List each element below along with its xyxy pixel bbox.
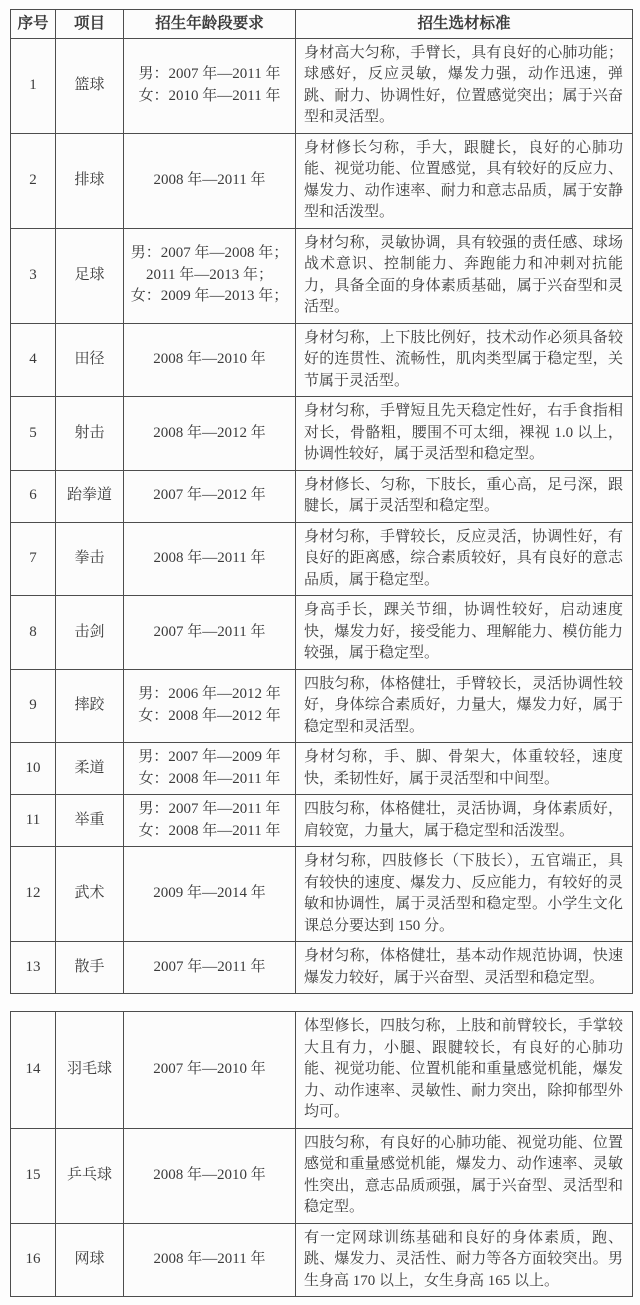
age-line: 2007 年—2011 年 — [153, 958, 266, 975]
selection-criteria-cell: 身材匀称，手臂较长，反应灵活，协调性好，有良好的距离感，综合素质较好，具有良好的意志品质，属于稳定型。 — [296, 522, 633, 596]
sport-name-cell: 网球 — [56, 1223, 124, 1297]
row-number-cell: 11 — [11, 795, 56, 847]
age-line: 女：2008 年—2011 年 — [138, 770, 281, 787]
sport-name-cell: 篮球 — [56, 38, 124, 133]
table-row — [11, 795, 633, 847]
sport-name-cell: 射击 — [56, 397, 124, 471]
header-cell-age: 招生年龄段要求 — [124, 10, 296, 39]
table-row — [11, 522, 633, 596]
selection-criteria-cell: 身高手长，踝关节细，协调性较好，启动速度快，爆发力好，接受能力、理解能力、模仿能力较强，属于稳定型。 — [296, 596, 633, 670]
table-row — [11, 133, 633, 228]
table-row — [11, 228, 633, 323]
age-requirement-cell — [124, 847, 296, 942]
table-row — [11, 942, 633, 994]
enrollment-table-block-1 — [10, 9, 633, 994]
age-requirement-cell — [124, 470, 296, 522]
sport-name-cell: 击剑 — [56, 596, 124, 670]
row-number-cell: 1 — [11, 38, 56, 133]
header-cell-sport: 项目 — [56, 10, 124, 39]
age-line: 男：2007 年—2008 年； — [130, 245, 289, 262]
row-number-cell: 6 — [11, 470, 56, 522]
sport-name-cell: 羽毛球 — [56, 1012, 124, 1129]
age-requirement-cell — [124, 133, 296, 228]
row-number-cell: 5 — [11, 397, 56, 471]
selection-criteria-cell: 身材匀称，手、脚、骨架大，体重较轻，速度快，柔韧性好，属于灵活型和中间型。 — [296, 743, 633, 795]
age-line: 女：2010 年—2011 年 — [138, 87, 281, 104]
age-requirement-cell — [124, 795, 296, 847]
sport-name-cell: 田径 — [56, 323, 124, 397]
table-row — [11, 596, 633, 670]
table-body-block-1 — [11, 38, 633, 994]
age-line: 2007 年—2011 年 — [153, 623, 266, 640]
age-line: 2009 年—2014 年 — [153, 885, 266, 902]
enrollment-table-block-2 — [10, 1011, 633, 1297]
header-cell-number: 序号 — [11, 10, 56, 39]
selection-criteria-cell: 有一定网球训练基础和良好的身体素质，跑、跳、爆发力、灵活性、耐力等各方面较突出。男生身高 170 以上，女生身高 165 以上。 — [296, 1223, 633, 1297]
age-line: 2008 年—2011 年 — [153, 1251, 266, 1267]
row-number-cell: 3 — [11, 228, 56, 323]
selection-criteria-cell: 四肢匀称，体格健壮，手臂较长，灵活协调性较好，身体综合素质好，力量大，爆发力好，属于稳定型和灵活型。 — [296, 669, 633, 743]
selection-criteria-cell: 身材高大匀称，手臂长，具有良好的心肺功能；球感好，反应灵敏，爆发力强，动作迅速，弹跳、耐力、协调性好，位置感觉突出；属于兴奋型和灵活型。 — [296, 38, 633, 133]
age-requirement-cell — [124, 228, 296, 323]
selection-criteria-cell: 体型修长，四肢匀称，上肢和前臂较长，手掌较大且有力，小腿、跟腱较长，有良好的心肺功能、视觉功能、位置机能和重量感觉机能，爆发力、动作速率、灵敏性、耐力突出，除抑郁型外均可。 — [296, 1012, 633, 1129]
sport-name-cell: 拳击 — [56, 522, 124, 596]
age-requirement-cell — [124, 522, 296, 596]
age-requirement-cell — [124, 942, 296, 994]
table-block-gap — [10, 994, 632, 1011]
age-requirement-cell — [124, 596, 296, 670]
sport-name-cell: 武术 — [56, 847, 124, 942]
row-number-cell: 14 — [11, 1012, 56, 1129]
row-number-cell: 8 — [11, 596, 56, 670]
table-row — [11, 1012, 633, 1129]
table-row — [11, 38, 633, 133]
age-requirement-cell — [124, 397, 296, 471]
table-row — [11, 397, 633, 471]
age-line: 2011 年—2013 年； — [146, 266, 273, 283]
selection-criteria-cell: 身材匀称，灵敏协调，具有较强的责任感、球场战术意识、控制能力、奔跑能力和冲刺对抗能力，具备全面的身体素质基础，属于兴奋型和灵活型。 — [296, 228, 633, 323]
header-row — [11, 10, 633, 39]
selection-criteria-cell: 身材匀称，手臂短且先天稳定性好，右手食指相对长，骨骼粗，腰围不可太细，裸视 1.0 以上，协调性较好，属于灵活型和稳定型。 — [296, 397, 633, 471]
age-requirement-cell — [124, 38, 296, 133]
age-line: 2008 年—2010 年 — [153, 1166, 266, 1183]
age-requirement-cell — [124, 1012, 296, 1129]
age-line: 2008 年—2012 年 — [153, 424, 266, 441]
sport-name-cell: 排球 — [56, 133, 124, 228]
age-requirement-cell — [124, 1128, 296, 1223]
age-requirement-cell — [124, 323, 296, 397]
age-line: 女：2008 年—2012 年 — [138, 707, 281, 724]
age-line: 2008 年—2011 年 — [153, 171, 266, 188]
row-number-cell: 7 — [11, 522, 56, 596]
table-row — [11, 470, 633, 522]
selection-criteria-cell: 四肢匀称，体格健壮，灵活协调，身体素质好，肩较宽，力量大，属于稳定型和活泼型。 — [296, 795, 633, 847]
age-line: 男：2007 年—2011 年 — [138, 66, 281, 82]
age-line: 2008 年—2010 年 — [153, 351, 266, 367]
row-number-cell: 4 — [11, 323, 56, 397]
table-row — [11, 1223, 633, 1297]
sport-name-cell: 散手 — [56, 942, 124, 994]
table-row — [11, 743, 633, 795]
row-number-cell: 13 — [11, 942, 56, 994]
selection-criteria-cell: 身材匀称，体格健壮，基本动作规范协调，快速爆发力较好，属于兴奋型、灵活型和稳定型。 — [296, 942, 633, 994]
selection-criteria-cell: 身材修长、匀称，下肢长，重心高，足弓深，跟腱长，属于灵活型和稳定型。 — [296, 470, 633, 522]
row-number-cell: 10 — [11, 743, 56, 795]
sport-name-cell: 摔跤 — [56, 669, 124, 743]
selection-criteria-cell: 四肢匀称，有良好的心肺功能、视觉功能、位置感觉和重量感觉机能，爆发力、动作速率、灵敏性突出，意志品质顽强，属于兴奋型、灵活型和稳定型。 — [296, 1128, 633, 1223]
table-row — [11, 323, 633, 397]
sport-name-cell: 举重 — [56, 795, 124, 847]
header-cell-criteria: 招生选材标准 — [296, 10, 633, 39]
row-number-cell: 9 — [11, 669, 56, 743]
sport-name-cell: 柔道 — [56, 743, 124, 795]
row-number-cell: 15 — [11, 1128, 56, 1223]
row-number-cell: 12 — [11, 847, 56, 942]
age-requirement-cell — [124, 1223, 296, 1297]
age-line: 男：2006 年—2012 年 — [138, 686, 281, 703]
age-requirement-cell — [124, 743, 296, 795]
selection-criteria-cell: 身材匀称，上下肢比例好，技术动作必须具备较好的连贯性、流畅性，肌肉类型属于稳定型，关节属于灵活型。 — [296, 323, 633, 397]
selection-criteria-cell: 身材匀称，四肢修长（下肢长），五官端正，具有较快的速度、爆发力、反应能力，有较好的灵敏和协调性，属于灵活型和稳定型。小学生文化课总分要达到 150 分。 — [296, 847, 633, 942]
age-line: 女：2008 年—2011 年 — [138, 822, 281, 839]
age-line: 2007 年—2010 年 — [153, 1061, 266, 1077]
age-line: 2007 年—2012 年 — [153, 487, 266, 504]
row-number-cell: 2 — [11, 133, 56, 228]
sport-name-cell: 乒乓球 — [56, 1128, 124, 1223]
table-row — [11, 1128, 633, 1223]
age-line: 男：2007 年—2011 年 — [138, 801, 281, 817]
age-line: 2008 年—2011 年 — [153, 550, 266, 566]
table-body-block-2 — [11, 1012, 633, 1297]
age-requirement-cell — [124, 669, 296, 743]
age-line: 男：2007 年—2009 年 — [138, 749, 281, 765]
row-number-cell: 16 — [11, 1223, 56, 1297]
sport-name-cell: 跆拳道 — [56, 470, 124, 522]
age-line: 女：2009 年—2013 年； — [130, 288, 289, 305]
selection-criteria-cell: 身材修长匀称，手大，跟腱长，良好的心肺功能、视觉功能、位置感觉，具有较好的反应力、爆发力、动作速率、耐力和意志品质，属于安静型和活泼型。 — [296, 133, 633, 228]
table-row — [11, 669, 633, 743]
table-row — [11, 847, 633, 942]
sport-name-cell: 足球 — [56, 228, 124, 323]
